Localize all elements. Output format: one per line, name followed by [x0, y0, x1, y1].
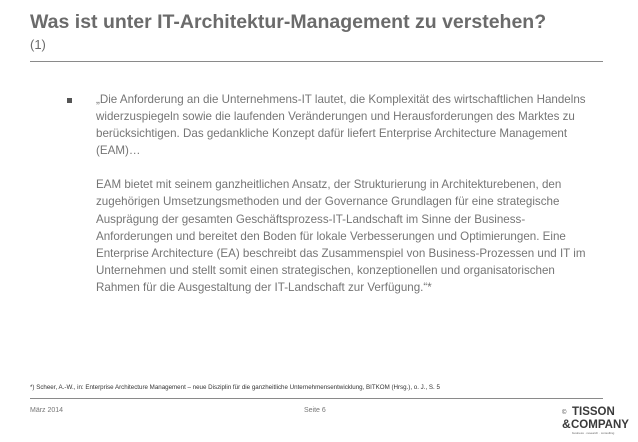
copyright-symbol: © — [562, 410, 567, 416]
footer-divider — [30, 398, 603, 399]
page-subtitle: (1) — [30, 37, 46, 52]
footnote: *) Scheer, A.-W., in: Enterprise Architecture Management – neue Disziplin für die ganzheitliche Unternehmensentwicklung, BITKOM (Hrsg.), o. J., S. 5 — [30, 384, 440, 391]
square-bullet-icon — [67, 98, 72, 103]
quote-paragraph-2: EAM bietet mit seinem ganzheitlichen Ansatz, der Strukturierung in Architekturebenen, den zugehörigen Umsetzungsmethoden und der Governance Grundlagen für eine strategische Ausprägung der gesamten Geschäftsprozess-IT-Landschaft im Sinne der Business-Anforderungen und bereitet den Boden für lokale Verbesserungen und Optimierungen. Eine Enterprise Architecture (EA) beschreibt das Zusammenspiel von Business-Prozessen und IT im Unternehmen und stellt somit einen strategischen, konzeptionellen und organisatorischen Rahmen für die Ausgestaltung der IT-Landschaft zur Verfügung.“* — [96, 178, 586, 294]
quote-body — [96, 91, 596, 296]
page-number: Seite 6 — [304, 407, 326, 414]
logo-line-1: TISSON — [572, 406, 615, 418]
tisson-company-logo — [562, 403, 634, 439]
logo-tagline: business · research · consulting — [572, 431, 615, 435]
header-divider — [30, 61, 603, 62]
quote-paragraph-1: „Die Anforderung an die Unternehmens-IT lautet, die Komplexität des wirtschaftlichen Handelns widerzuspiegeln sowie die laufenden Veränderungen und Herausforderungen des Marktes zu berücksichtigen. Das gedankliche Konzept dafür liefert Enterprise Architecture Management (EAM)… — [96, 93, 586, 158]
logo-line-2: COMPANY — [571, 419, 629, 431]
ampersand-icon: & — [562, 417, 571, 431]
footer-date: März 2014 — [30, 407, 64, 414]
page-title: Was ist unter IT-Architektur-Management zu verstehen? — [30, 11, 547, 33]
